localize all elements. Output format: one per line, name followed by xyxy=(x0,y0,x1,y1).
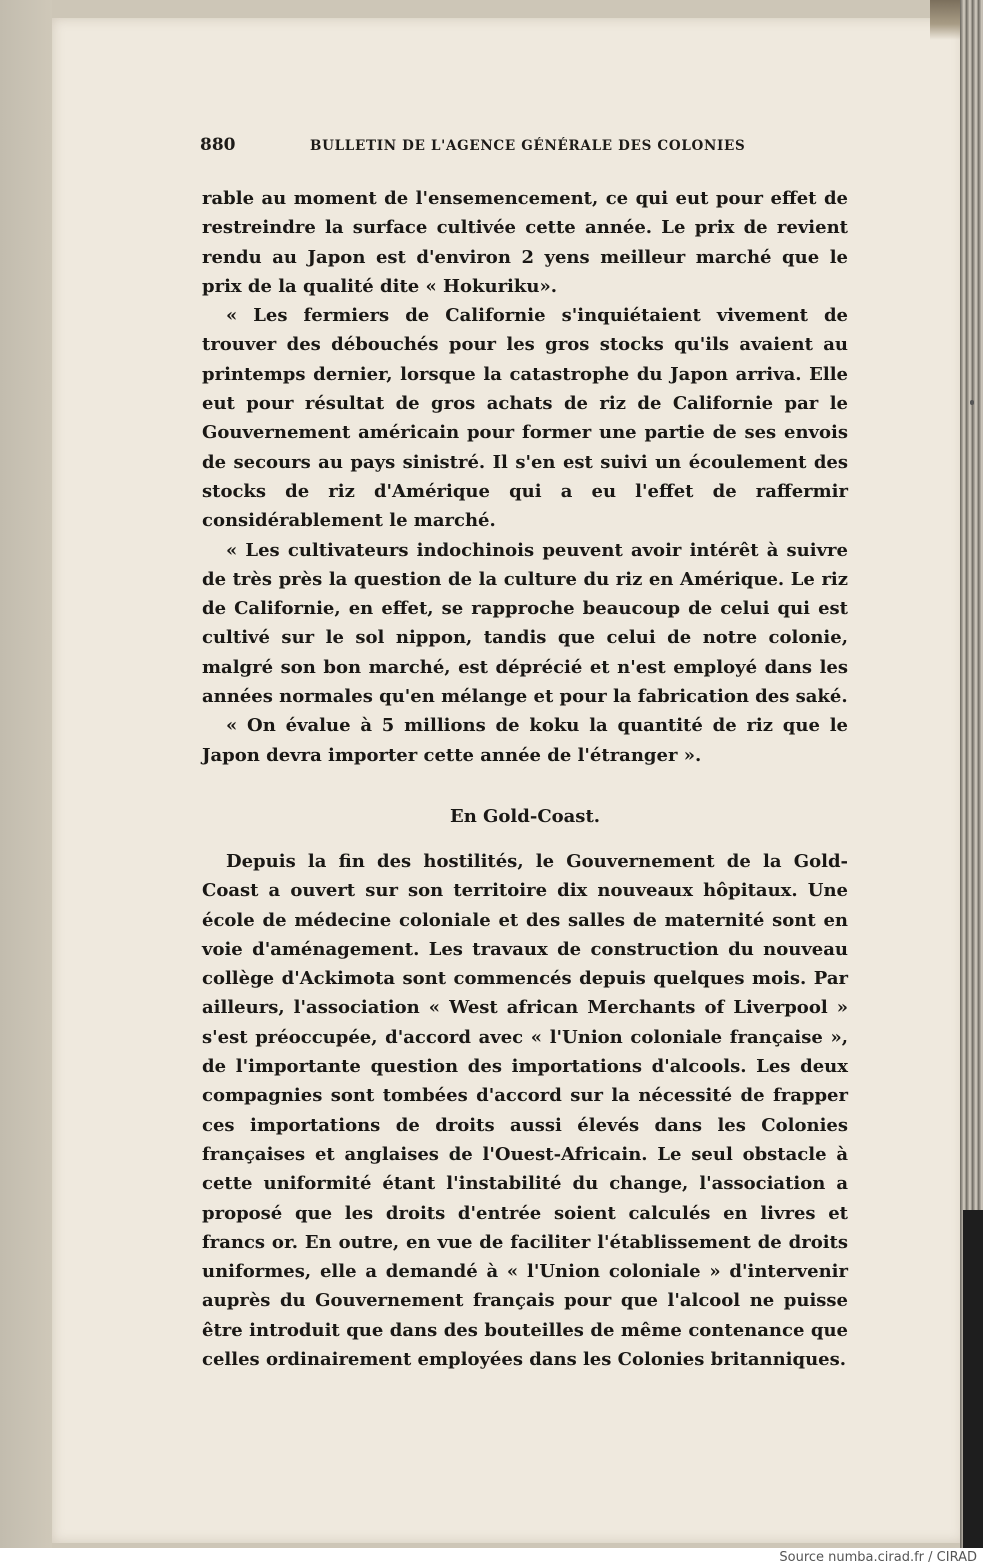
paragraph-california-farmers: « Les fermiers de Californie s'inquiétaient vivement de trouver des débouchés pour les gros stocks qu'ils avaient au printemps dernier, lorsque la catastrophe du Japon arriva. Elle eut pour résultat de gros achats de riz de Californie par le Gouvernement américain pour former une partie de ses envois de secours au pays sinistré. Il s'en est suivi un écoulement des stocks de riz d'Amérique qui a eu l'effet de raffermir considérablement le marché. xyxy=(202,305,848,532)
text-block-gold-coast xyxy=(202,847,848,1374)
section-heading: En Gold-Coast. xyxy=(449,806,601,827)
running-title: BULLETIN DE L'AGENCE GÉNÉRALE DES COLONIES xyxy=(310,138,746,154)
page-speck xyxy=(970,400,974,405)
source-credit: Source numba.cirad.fr / CIRAD xyxy=(779,1550,977,1565)
running-head xyxy=(200,135,760,161)
book-fore-edge-shadow xyxy=(963,1210,983,1548)
paragraph-indochina-growers: « Les cultivateurs indochinois peuvent avoir intérêt à suivre de très près la question de la culture du riz en Amérique. Le riz de Californie, en effet, se rapproche beaucoup de celui qui est cultivé sur le sol nippon, tandis que celui de notre colonie, malgré son bon marché, est déprécié et n'est employé dans les années normales qu'en mélange et pour la fabrication des saké. xyxy=(202,539,848,708)
scan-left-margin xyxy=(0,0,52,1548)
page-number: 880 xyxy=(200,135,236,155)
paragraph-japan-imports: « On évalue à 5 millions de koku la quantité de riz que le Japon devra importer cette année de l'étranger ». xyxy=(202,715,848,766)
paragraph-continued: rable au moment de l'ensemencement, ce qui eut pour effet de restreindre la surface cultivée cette année. Le prix de revient rendu au Japon est d'environ 2 yens meilleur marché que le prix de la qualité dite « Hokuriku». xyxy=(202,188,848,297)
text-block-rice xyxy=(202,184,848,770)
paragraph-gold-coast: Depuis la fin des hostilités, le Gouvernement de la Gold-Coast a ouvert sur son territoire dix nouveaux hôpitaux. Une école de médecine coloniale et des salles de maternité sont en voie d'aménagement. Les travaux de construction du nouveau collège d'Ackimota sont commencés depuis quelques mois. Par ailleurs, l'association « West african Merchants of Liverpool » s'est préoccupée, d'accord avec « l'Union coloniale française », de l'importante question des importations d'alcools. Les deux compagnies sont tombées d'accord sur la nécessité de frapper ces importations de droits aussi élevés dans les Colonies françaises et anglaises de l'Ouest-Africain. Le seul obstacle à cette uniformité étant l'instabilité du change, l'association a proposé que les droits d'entrée soient calculés en livres et francs or. En outre, en vue de faciliter l'établissement de droits uniformes, elle a demandé à « l'Union coloniale » d'intervenir auprès du Gouvernement français pour que l'alcool ne puisse être introduit que dans des bouteilles de même contenance que celles ordinairement employées dans les Colonies britanniques. xyxy=(202,851,848,1371)
